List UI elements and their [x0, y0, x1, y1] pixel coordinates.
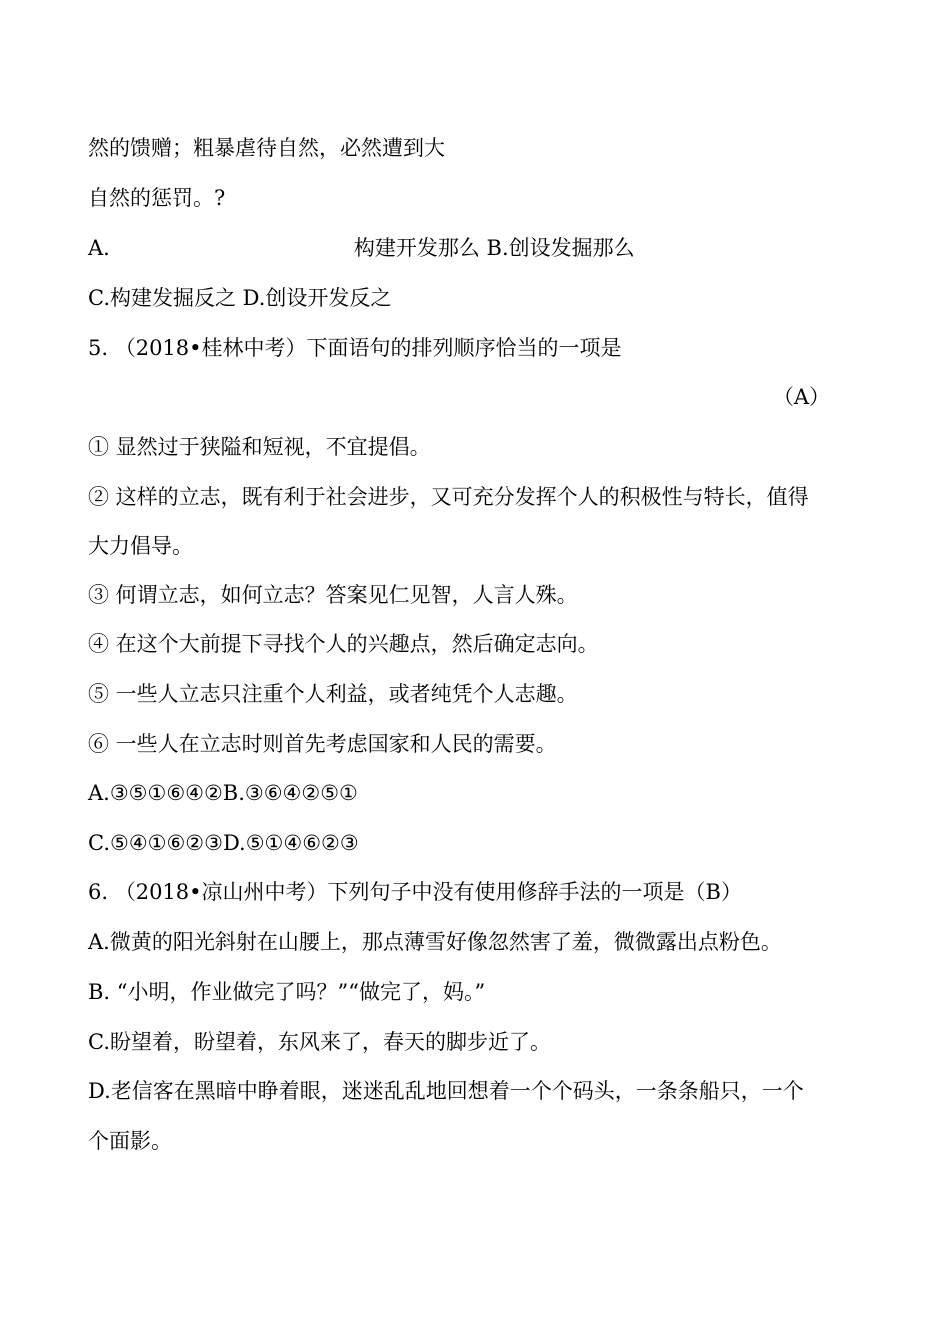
option-a-label: A.	[88, 236, 110, 260]
question-6-option-d: D.老信客在黑暗中睁着眼，迷迷乱乱地回想着一个个码头，一条条船只，一个	[88, 1079, 804, 1103]
sentence-2-cont: 大力倡导。	[88, 534, 193, 558]
sentence-6: ⑥ 一些人在立志时则首先考虑国家和人民的需要。	[88, 732, 557, 756]
sentence-3: ③ 何谓立志，如何立志？答案见仁见智，人言人殊。	[88, 583, 578, 607]
text-line: 自然的惩罚。?	[88, 186, 226, 210]
question-5-options-cd: C.⑤④①⑥②③D.⑤①④⑥②③	[88, 831, 359, 855]
question-5-answer: （A）	[772, 385, 830, 409]
question-5-options-ab: A.③⑤①⑥④②B.③⑥④②⑤①	[88, 781, 358, 805]
sentence-2: ② 这样的立志，既有利于社会进步，又可充分发挥个人的积极性与特长，值得	[88, 485, 809, 509]
option-line-ab	[88, 233, 635, 263]
text-line: 然的馈赠；粗暴虐待自然，必然遭到大	[88, 136, 445, 160]
question-6-option-b: B. “小明，作业做完了吗？”“做完了，妈。”	[88, 980, 486, 1004]
sentence-5: ⑤ 一些人立志只注重个人利益，或者纯凭个人志趣。	[88, 682, 578, 706]
option-line-cd: C.构建发掘反之 D.创设开发反之	[88, 286, 392, 310]
question-6-option-a: A.微黄的阳光斜射在山腰上，那点薄雪好像忽然害了羞，微微露出点粉色。	[88, 930, 782, 954]
question-6-option-c: C.盼望着，盼望着，东风来了，春天的脚步近了。	[88, 1030, 551, 1054]
question-6: 6. （2018•凉山州中考）下列句子中没有使用修辞手法的一项是（B）	[88, 880, 742, 904]
option-a-b-text: 构建开发那么 B.创设发掘那么	[353, 236, 635, 260]
sentence-4: ④ 在这个大前提下寻找个人的兴趣点，然后确定志向。	[88, 632, 599, 656]
question-6-option-d-cont: 个面影。	[88, 1129, 172, 1153]
question-5: 5. （2018•桂林中考）下面语句的排列顺序恰当的一项是	[88, 336, 622, 360]
sentence-1: ① 显然过于狭隘和短视，不宜提倡。	[88, 435, 431, 459]
